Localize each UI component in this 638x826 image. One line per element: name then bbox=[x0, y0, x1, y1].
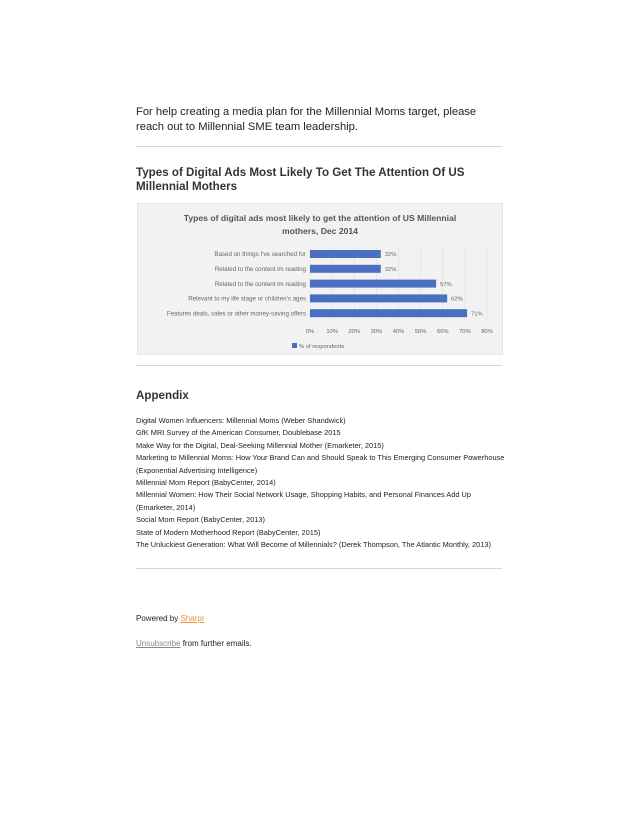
chart-title-line: Types of digital ads most likely to get the attention of US Millennial bbox=[183, 213, 457, 223]
bar bbox=[310, 265, 381, 273]
data-label: 71% bbox=[471, 311, 483, 318]
appendix-item: Marketing to Millennial Moms: How Your Brand Can and Should Speak to This Emerging Consumer Powerhouse bbox=[136, 453, 505, 463]
unsubscribe-link[interactable]: Unsubscribe bbox=[136, 639, 181, 648]
appendix-item: Millennial Women: How Their Social Network Usage, Shopping Habits, and Personal Finances Add Up bbox=[136, 490, 471, 500]
x-tick-label: 0% bbox=[305, 329, 315, 335]
appendix-title: Appendix bbox=[136, 389, 189, 402]
appendix-item: Make Way for the Digital, Deal-Seeking Millennial Mother (Emarketer, 2015) bbox=[136, 440, 384, 450]
category-label: Related to the content im reading bbox=[214, 266, 306, 273]
unsubscribe-line bbox=[136, 639, 252, 648]
powered-by-label: Powered by bbox=[136, 614, 181, 623]
appendix-item: GfK MRI Survey of the American Consumer, Doublebase 2015 bbox=[136, 428, 341, 438]
bar bbox=[310, 294, 447, 302]
category-label: Features deals, sales or other money-saving offers bbox=[166, 310, 306, 318]
data-label: 32% bbox=[384, 252, 397, 259]
category-label: Related to the content im reading bbox=[214, 280, 306, 288]
appendix-item: The Unluckiest Generation: What Will Become of Millennials? (Derek Thompson, The Atlantic Monthly, 2013) bbox=[136, 540, 491, 550]
data-label: 62% bbox=[451, 296, 463, 303]
intro-text: For help creating a media plan for the Millennial Moms target, please reach out to Millennial SME team leadership. bbox=[136, 106, 477, 133]
divider bbox=[136, 568, 502, 569]
unsubscribe-text: from further emails. bbox=[180, 639, 252, 648]
bar bbox=[310, 280, 436, 288]
chart-title-line: mothers, Dec 2014 bbox=[282, 226, 358, 236]
appendix-item: Social Mom Report (BabyCenter, 2013) bbox=[136, 515, 265, 525]
sharpr-link[interactable]: Sharpr bbox=[180, 614, 205, 623]
x-tick-label: 80% bbox=[481, 329, 493, 335]
bar bbox=[310, 250, 381, 258]
legend-swatch bbox=[292, 343, 297, 348]
section-title: Types of Digital Ads Most Likely To Get The Attention Of US Millennial Mothers bbox=[136, 166, 465, 193]
x-tick-label: 60% bbox=[436, 329, 449, 335]
x-tick-label: 70% bbox=[459, 329, 471, 335]
divider bbox=[136, 365, 502, 366]
legend-label: % of respondents bbox=[299, 344, 345, 350]
data-label: 57% bbox=[440, 281, 452, 288]
x-tick-label: 20% bbox=[348, 329, 361, 335]
appendix-item: State of Modern Motherhood Report (BabyCenter, 2015) bbox=[136, 527, 321, 537]
bar bbox=[310, 309, 467, 317]
appendix-item: Digital Women Influencers: Millennial Moms (Weber Shandwick) bbox=[136, 416, 346, 425]
category-label: Relevant to my life stage or children's ages bbox=[188, 295, 306, 303]
appendix-list bbox=[136, 415, 516, 551]
powered-by bbox=[136, 614, 204, 623]
chart-image bbox=[137, 203, 503, 355]
data-label: 32% bbox=[384, 267, 397, 273]
bar-chart bbox=[138, 204, 502, 354]
x-tick-label: 30% bbox=[370, 329, 383, 335]
x-tick-label: 50% bbox=[414, 329, 427, 335]
divider bbox=[136, 146, 502, 147]
x-tick-label: 40% bbox=[392, 329, 405, 335]
appendix-item: Millennial Mom Report (BabyCenter, 2014) bbox=[136, 478, 276, 488]
category-label: Based on things I've searched for bbox=[214, 251, 306, 259]
appendix-item: (Emarketer, 2014) bbox=[136, 502, 196, 512]
x-tick-label: 10% bbox=[326, 329, 338, 335]
appendix-item: (Exponential Advertising Intelligence) bbox=[136, 465, 258, 475]
